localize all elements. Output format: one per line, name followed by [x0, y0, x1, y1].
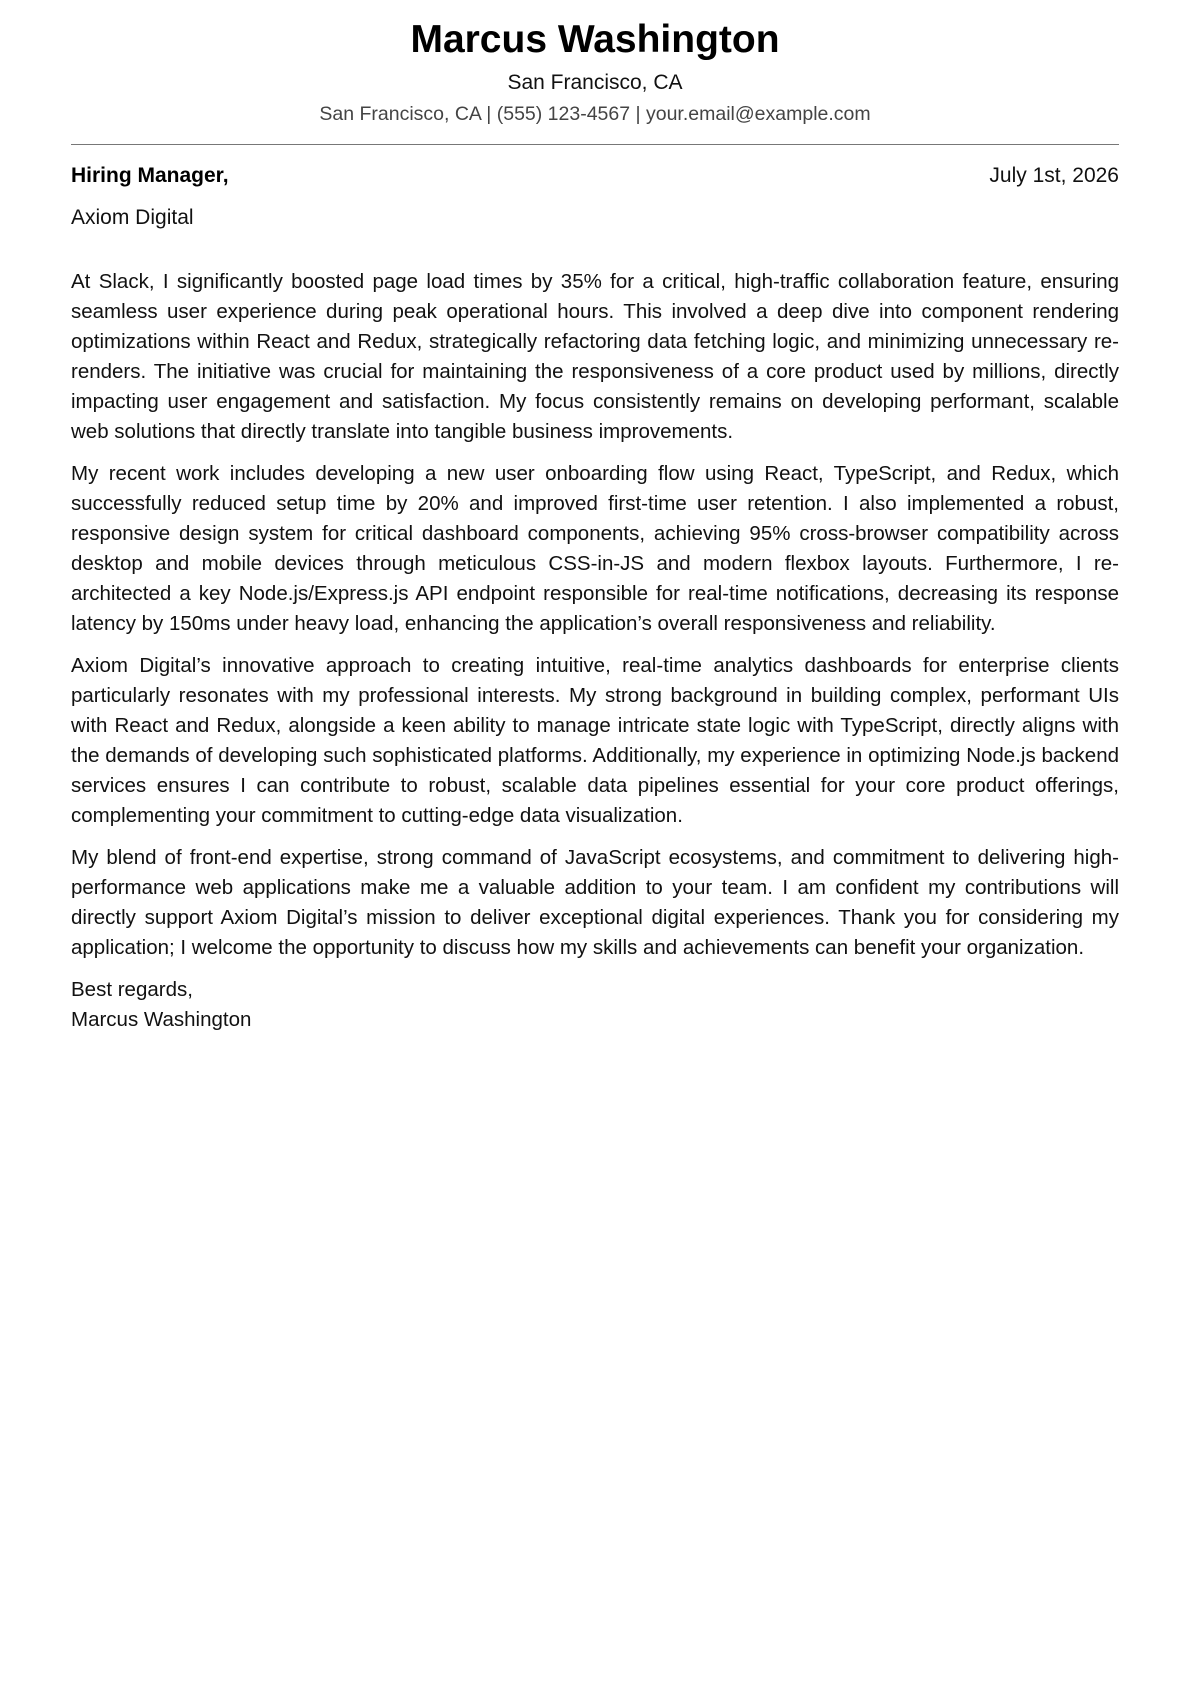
applicant-location: San Francisco, CA	[507, 71, 683, 94]
closing-salutation: Best regards,	[71, 978, 193, 1001]
header-divider	[71, 144, 1119, 145]
body-paragraph: At Slack, I significantly boosted page load times by 35% for a critical, high-traffic collaboration feature, ensuring seamless user experience during peak operational hours. This involved a deep dive into component rendering optimizations within React and Redux, strategically refactoring data fetching logic, and minimizing unnecessary re-renders. The initiative was crucial for maintaining the responsiveness of a core product used by millions, directly impacting user engagement and satisfaction. My focus consistently remains on developing performant, scalable web solutions that directly translate into tangible business improvements.	[71, 270, 1119, 443]
signature-name: Marcus Washington	[71, 1008, 252, 1031]
body-paragraph: My recent work includes developing a new user onboarding flow using React, TypeScript, and Redux, which successfully reduced setup time by 20% and improved first-time user retention. I also implemented a robust, responsive design system for critical dashboard components, achieving 95% cross-browser compatibility across desktop and mobile devices through meticulous CSS-in-JS and modern flexbox layouts. Furthermore, I re-architected a key Node.js/Express.js API endpoint responsible for real-time notifications, decreasing its response latency by 150ms under heavy load, enhancing the application’s overall responsiveness and reliability.	[71, 462, 1119, 635]
letter-header	[71, 0, 1119, 128]
contact-line: San Francisco, CA | (555) 123-4567 | your.email@example.com	[319, 103, 871, 125]
letter-date: July 1st, 2026	[989, 164, 1119, 187]
recipient-date-row	[71, 161, 1119, 191]
letter-closing	[71, 975, 1119, 1035]
company-name: Axiom Digital	[71, 206, 194, 229]
letter-body	[71, 267, 1119, 963]
recipient-greeting: Hiring Manager,	[71, 164, 229, 187]
body-paragraph: My blend of front-end expertise, strong command of JavaScript ecosystems, and commitment to delivering high-performance web applications make me a valuable addition to your team. I am confident my contributions will directly support Axiom Digital’s mission to deliver exceptional digital experiences. Thank you for considering my application; I welcome the opportunity to discuss how my skills and achievements can benefit your organization.	[71, 846, 1119, 959]
applicant-name: Marcus Washington	[410, 18, 780, 61]
body-paragraph: Axiom Digital’s innovative approach to creating intuitive, real-time analytics dashboards for enterprise clients particularly resonates with my professional interests. My strong background in building complex, performant UIs with React and Redux, alongside a keen ability to manage intricate state logic with TypeScript, directly aligns with the demands of developing such sophisticated platforms. Additionally, my experience in optimizing Node.js backend services ensures I can contribute to robust, scalable data pipelines essential for your core product offerings, complementing your commitment to cutting-edge data visualization.	[71, 654, 1119, 827]
